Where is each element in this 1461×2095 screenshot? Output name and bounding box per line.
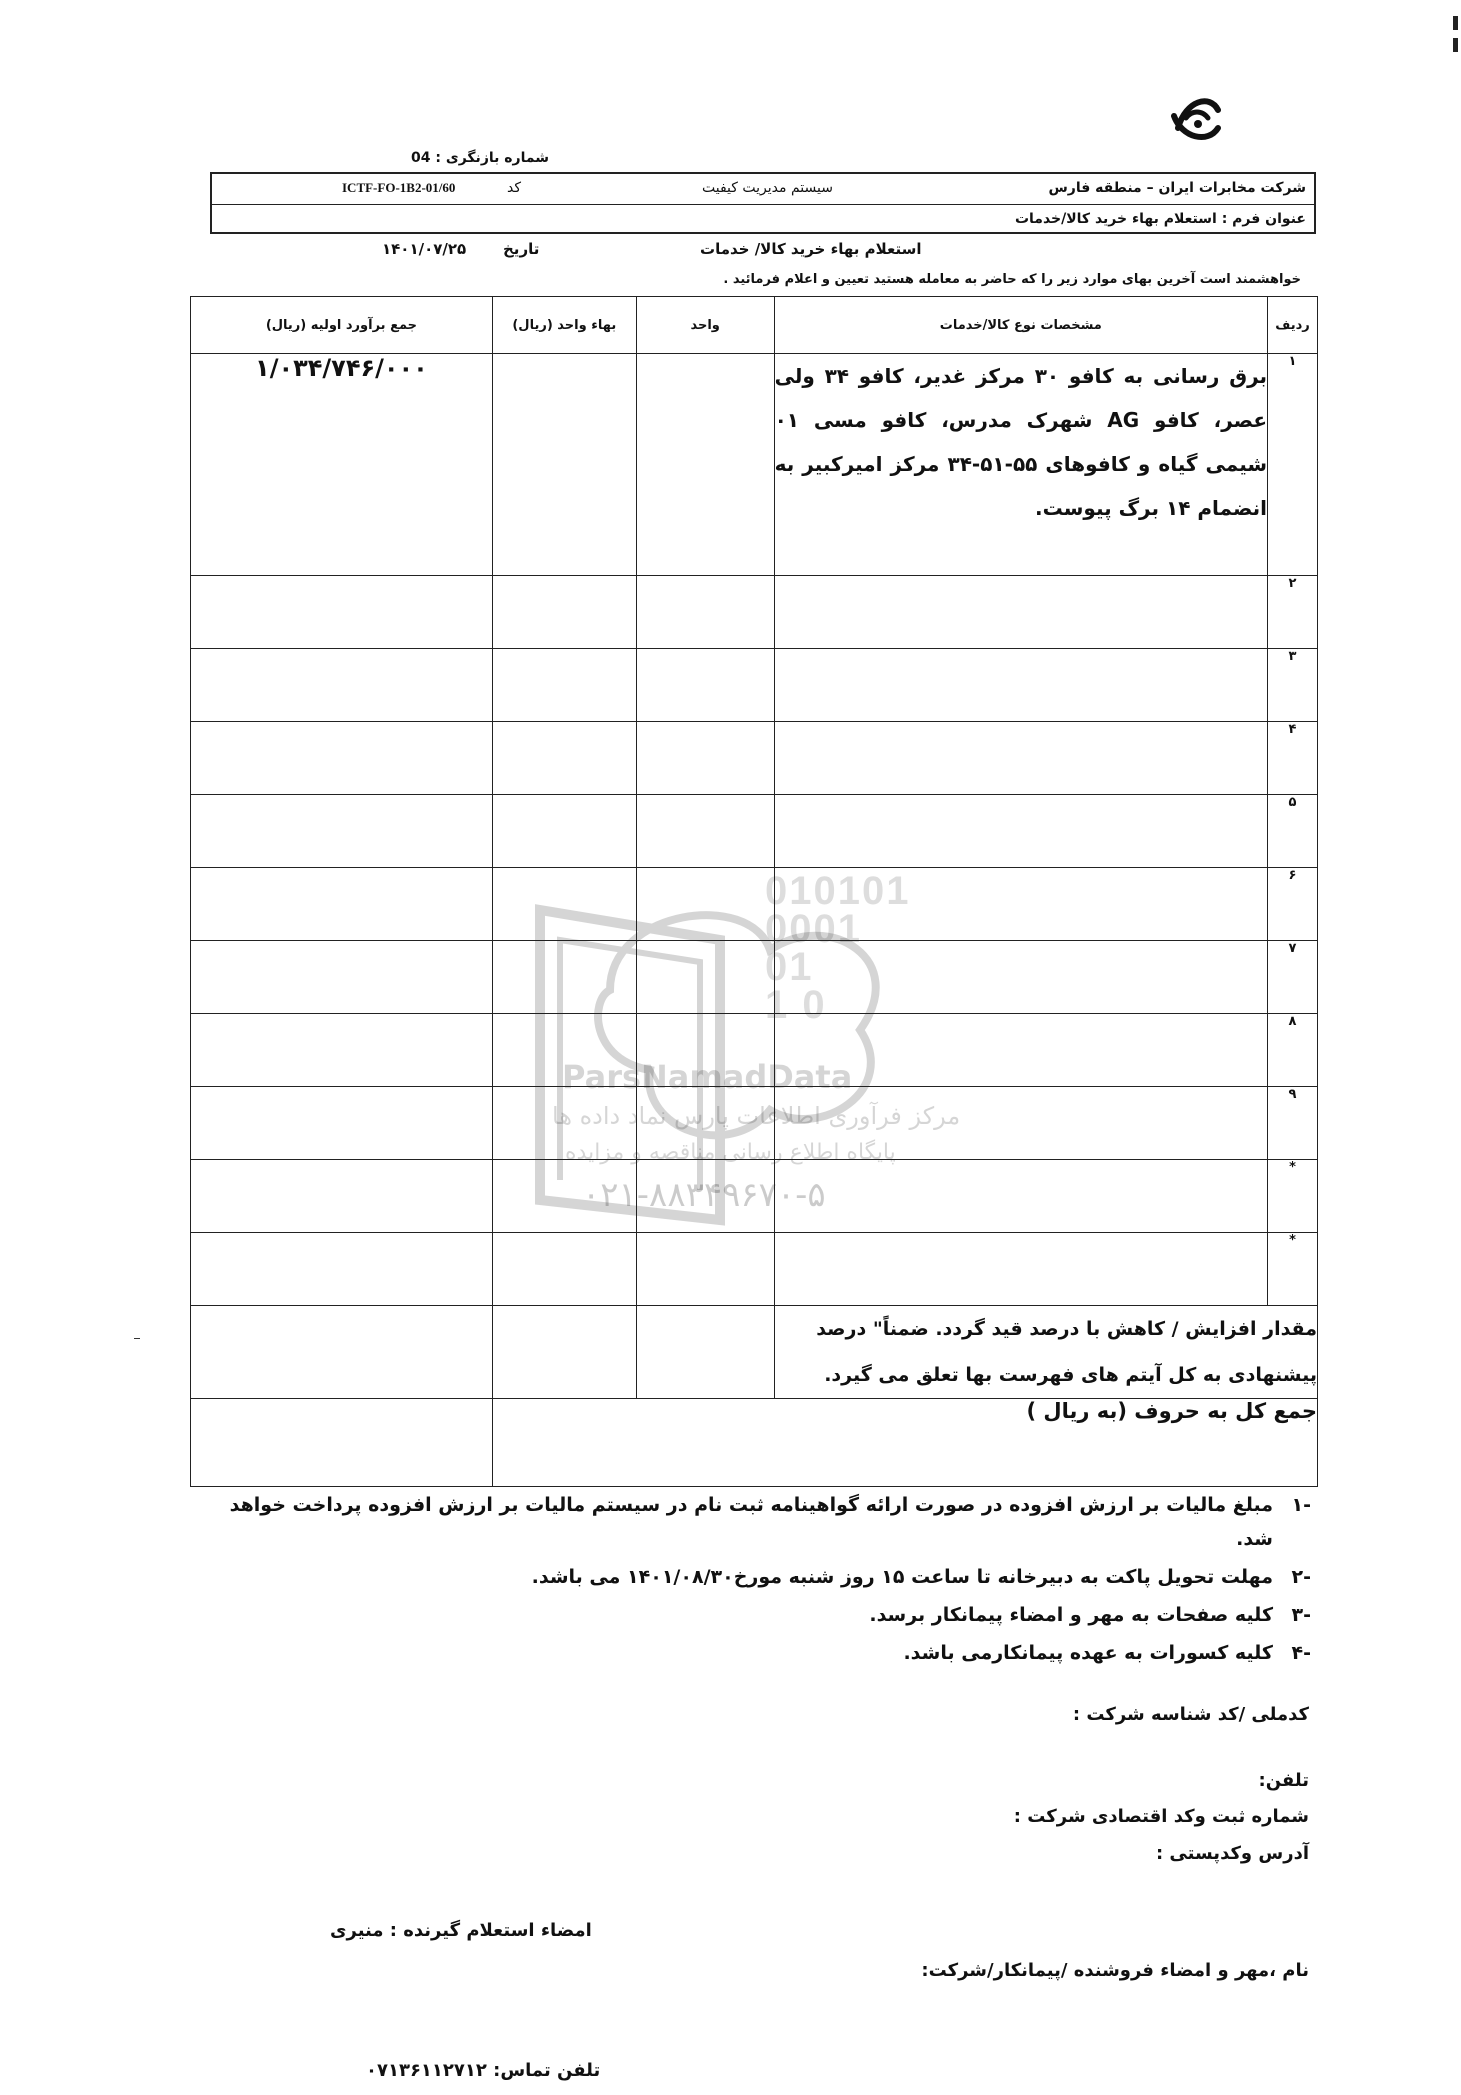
change-note: مقدار افزایش / کاهش با درصد قید گردد. ضمناً" درصد پیشنهادی به کل آیتم های فهرست بها تعلق می گیرد. — [774, 1306, 1317, 1399]
page-edge-mark — [1453, 16, 1459, 64]
header-spec: مشخصات نوع کالا/خدمات — [774, 297, 1267, 354]
row-total: ۱/۰۳۴/۷۴۶/۰۰۰ — [191, 354, 493, 576]
table-row — [191, 1087, 1318, 1160]
row-number: ۲ — [1268, 576, 1318, 649]
org-name: شرکت مخابرات ایران – منطقه فارس — [1048, 180, 1306, 196]
row-number: * — [1268, 1160, 1318, 1233]
row-unit — [636, 354, 774, 576]
watermark-digits: 010101 0001 01 1 0 — [765, 869, 911, 1027]
date-label: تاریخ — [503, 240, 540, 258]
form-title: عنوان فرم : استعلام بهاء خرید کالا/خدمات — [1014, 211, 1306, 227]
table-row — [191, 722, 1318, 795]
row-number: ۵ — [1268, 795, 1318, 868]
registration-field: شماره ثبت وکد اقتصادی شرکت : — [1013, 1806, 1309, 1827]
table-row — [191, 649, 1318, 722]
table-row — [191, 354, 1318, 576]
row-number: ۴ — [1268, 722, 1318, 795]
form-code: ICTF-FO-1B2-01/60 — [342, 180, 456, 195]
table-row — [191, 941, 1318, 1014]
note-item: -۲ مهلت تحویل پاکت به دبیرخانه تا ساعت ۱۵ روز شنبه مورخ۱۴۰۱/۰۸/۳۰ می باشد. — [531, 1566, 1311, 1588]
contact-phone: تلفن تماس: ۰۷۱۳۶۱۱۲۷۱۲ — [366, 2060, 601, 2081]
row-unit-price — [492, 354, 636, 576]
revision-number: شماره بازنگری : 04 — [411, 150, 549, 166]
table-row — [191, 1233, 1318, 1306]
grand-total-row — [191, 1399, 1318, 1487]
code-label: کد — [507, 180, 522, 196]
table-row — [191, 795, 1318, 868]
table-row — [191, 868, 1318, 941]
row-number: ۱ — [1268, 354, 1318, 576]
table-row — [191, 576, 1318, 649]
header-row-number: ردیف — [1268, 297, 1318, 354]
change-note-row — [191, 1306, 1318, 1399]
phone-field: تلفن: — [1258, 1770, 1309, 1791]
document-date: ۱۴۰۱/۰۷/۲۵ — [382, 240, 467, 258]
watermark-line1: مرکز فرآوری اطلاعات پارس نماد داده ها — [552, 1102, 961, 1130]
company-logo-icon — [1168, 88, 1224, 148]
header-unit-price: بهاء واحد (ریال) — [492, 297, 636, 354]
inquirer-signature: امضاء استعلام گیرنده : منیری — [330, 1920, 592, 1941]
row-number: ۸ — [1268, 1014, 1318, 1087]
national-id-field: کدملی /کد شناسه شرکت : — [1072, 1704, 1309, 1725]
items-table — [190, 296, 1318, 1487]
notes-list — [201, 1488, 1311, 1674]
margin-dash — [134, 1338, 140, 1339]
table-header-row — [191, 297, 1318, 354]
note-item: -۴ کلیه کسورات به عهده پیمانکارمی باشد. — [903, 1642, 1311, 1664]
header-unit: واحد — [636, 297, 774, 354]
quality-system-label: سیستم مدیریت کیفیت — [702, 180, 833, 196]
address-field: آدرس وکدپستی : — [1155, 1843, 1309, 1864]
seller-signature: نام ،مهر و امضاء فروشنده /پیمانکار/شرکت: — [921, 1960, 1309, 1981]
grand-total-label: جمع کل به حروف (به ریال ) — [492, 1399, 1317, 1487]
grand-total-value — [191, 1399, 493, 1487]
row-spec: برق رسانی به کافو ۳۰ مرکز غدیر، کافو ۳۴ ولی عصر، کافو AG شهرک مدرس، کافو مسی ۰۱ شیمی گیاه و کافوهای ۵۵-۵۱-۳۴ مرکز امیرکبیر به انضمام ۱۴ برگ پیوست. — [774, 354, 1267, 576]
row-number: ۷ — [1268, 941, 1318, 1014]
row-number: * — [1268, 1233, 1318, 1306]
watermark-brand: ParsNamadData — [562, 1058, 853, 1096]
form-header-box — [210, 172, 1316, 234]
note-item: -۱ مبلغ مالیات بر ارزش افزوده در صورت ارائه گواهینامه ثبت نام در سیستم مالیات بر ارزش افزوده پرداخت خواهد شد. — [229, 1494, 1311, 1550]
header-total: جمع برآورد اولیه (ریال) — [191, 297, 493, 354]
note-item: -۳ کلیه صفحات به مهر و امضاء پیمانکار برسد. — [869, 1604, 1311, 1626]
table-row — [191, 1160, 1318, 1233]
row-number: ۹ — [1268, 1087, 1318, 1160]
document-title: استعلام بهاء خرید کالا/ خدمات — [700, 240, 922, 258]
instruction-text: خواهشمند است آخرین بهای موارد زیر را که حاضر به معامله هستید تعیین و اعلام فرمائید . — [723, 272, 1301, 287]
row-number: ۶ — [1268, 868, 1318, 941]
table-row — [191, 1014, 1318, 1087]
watermark-phone: ۰۲۱-۸۸۳۴۹۶۷۰-۵ — [582, 1175, 826, 1215]
watermark-line2: پایگاه اطلاع رسانی مناقصه و مزایده — [565, 1140, 896, 1165]
row-number: ۳ — [1268, 649, 1318, 722]
